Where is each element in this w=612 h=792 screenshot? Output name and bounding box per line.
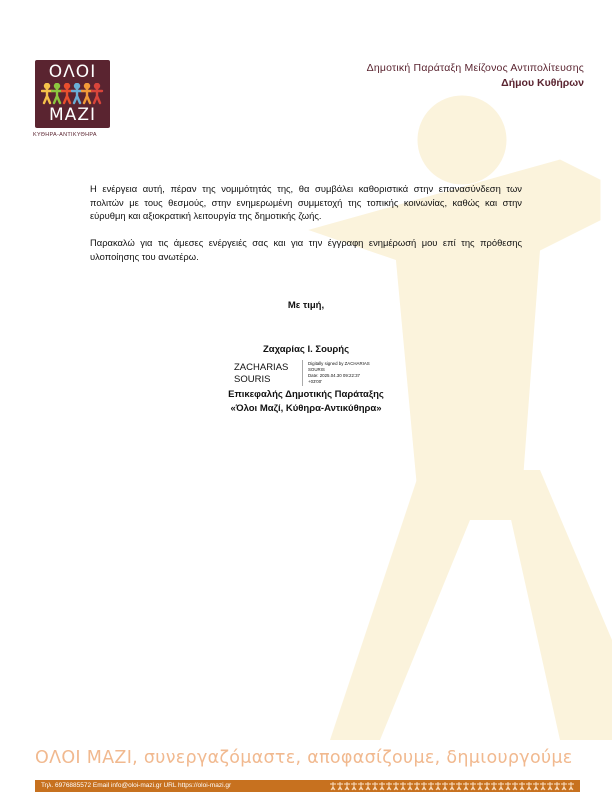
logo-figures-icon — [41, 83, 104, 105]
logo-top-text: ΟΛΟΙ — [48, 62, 97, 82]
digital-signature-details — [308, 361, 388, 385]
signature-detail-line2: SOURIS — [308, 367, 325, 372]
party-name-line1: Δημοτική Παράταξη Μείζονος Αντιπολίτευσης — [366, 62, 584, 74]
footer-slogan: ΟΛΟΙ ΜΑΖΙ, συνεργαζόμαστε, αποφασίζουμε, δημιουργούμε — [35, 748, 573, 768]
signature-divider — [302, 360, 303, 386]
logo-bottom-text: ΜΑΖΙ — [49, 105, 96, 125]
party-logo — [35, 60, 110, 128]
footer-bar — [35, 780, 580, 792]
footer-figures-pattern-icon — [330, 781, 575, 791]
signature-detail-line1: Digitally signed by ZACHARIAS — [308, 361, 370, 366]
signature-name-line2: SOURIS — [234, 374, 271, 385]
party-name-line2: Δήμου Κυθήρων — [501, 77, 584, 89]
signer-title-line1: Επικεφαλής Δημοτικής Παράταξης — [228, 389, 384, 400]
signature-detail-line4: +03'00' — [308, 379, 323, 384]
digital-signature-name — [234, 362, 288, 386]
signer-title-line2: «Όλοι Μαζί, Κύθηρα-Αντικύθηρα» — [230, 403, 382, 414]
body-paragraph-1: Η ενέργεια αυτή, πέραν της νομιμότητάς της, θα συμβάλει καθοριστικά στην επανασύνδεση των πολιτών με τους θεσμούς, στην ενημερωμένη συμμετοχή της τοπικής κοινωνίας, καθώς και στην εύρυθμη και αξιοκρατική λειτουργία της δημοτικής ζωής. — [90, 183, 522, 222]
signature-detail-line3: Date: 2025.04.30 09:22:37 — [308, 373, 360, 378]
signer-name: Ζαχαρίας Ι. Σουρής — [262, 344, 350, 355]
closing-salutation: Με τιμή, — [287, 300, 325, 311]
signature-name-line1: ZACHARIAS — [234, 362, 289, 373]
logo-caption: ΚΥΘΗΡΑ-ΑΝΤΙΚΥΘΗΡΑ — [33, 132, 97, 138]
footer-contact: Τηλ. 6976885572 Email info@oloi-mazi.gr URL https://oloi-mazi.gr — [41, 782, 232, 789]
body-paragraph-2: Παρακαλώ για τις άμεσες ενέργειές σας και για την έγγραφη ενημέρωσή μου επί της πρόθεσης υλοποίησης του ανωτέρω. — [90, 237, 522, 262]
